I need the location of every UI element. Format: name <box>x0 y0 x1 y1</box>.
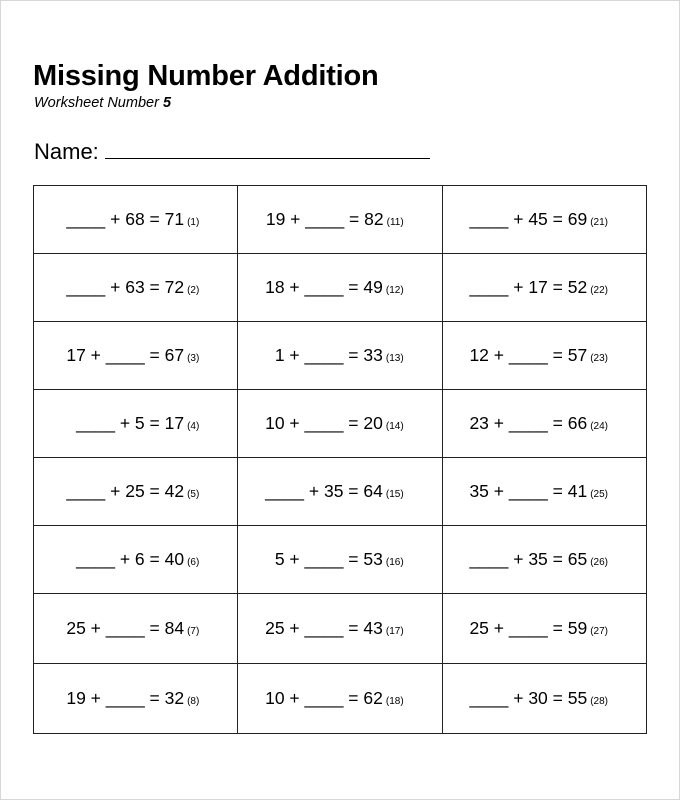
worksheet-title: Missing Number Addition <box>33 60 379 92</box>
problem-equation: ____ + 35 = 64 <box>265 481 383 501</box>
problem-number: (11) <box>386 217 404 228</box>
problem-number: (8) <box>187 696 200 707</box>
problem-cell <box>442 254 646 322</box>
problem-equation: ____ + 17 = 52 <box>469 277 588 297</box>
problem-number: (23) <box>590 353 608 364</box>
problem-cell <box>34 254 238 322</box>
problem-row <box>34 526 647 594</box>
problem-cell <box>442 594 646 664</box>
problem-number: (5) <box>187 489 200 500</box>
problem-number: (6) <box>187 557 200 568</box>
problem-number: (22) <box>590 285 608 296</box>
problem-cell <box>34 664 238 734</box>
problem-cell <box>238 186 442 254</box>
problem-cell <box>238 322 442 390</box>
problem-equation: 35 + ____ = 41 <box>469 481 588 501</box>
problem-number: (28) <box>590 696 608 707</box>
problem-cell <box>34 526 238 594</box>
problem-cell <box>442 526 646 594</box>
problem-number: (2) <box>187 285 200 296</box>
problem-equation: 17 + ____ = 67 <box>66 345 185 365</box>
name-field <box>34 138 430 165</box>
problems-table <box>33 185 647 734</box>
problem-row <box>34 186 647 254</box>
problem-equation: 10 + ____ = 20 <box>265 413 383 433</box>
problem-row <box>34 254 647 322</box>
name-blank-line[interactable] <box>105 138 430 159</box>
problem-cell <box>238 664 442 734</box>
problem-equation: ____ + 63 = 72 <box>66 277 185 297</box>
problem-row <box>34 664 647 734</box>
problem-cell <box>442 664 646 734</box>
worksheet-subtitle <box>34 95 171 111</box>
problem-equation: 19 + ____ = 32 <box>66 688 185 708</box>
problem-number: (15) <box>385 489 404 500</box>
problem-cell <box>34 186 238 254</box>
problem-cell <box>34 322 238 390</box>
problem-number: (12) <box>385 285 404 296</box>
problem-number: (26) <box>590 557 608 568</box>
problem-cell <box>238 526 442 594</box>
problem-equation: ____ + 25 = 42 <box>66 481 185 501</box>
problem-cell <box>442 186 646 254</box>
problem-cell <box>34 390 238 458</box>
problem-row <box>34 322 647 390</box>
problem-number: (1) <box>187 217 200 228</box>
problem-equation: ____ + 35 = 65 <box>469 549 588 569</box>
problem-number: (7) <box>187 626 200 637</box>
problem-number: (18) <box>385 696 404 707</box>
problem-number: (4) <box>187 421 200 432</box>
problem-equation: ____ + 6 = 40 <box>76 549 185 569</box>
problem-cell <box>34 594 238 664</box>
problem-cell <box>238 254 442 322</box>
problem-cell <box>442 322 646 390</box>
problem-number: (13) <box>385 353 404 364</box>
problem-equation: 5 + ____ = 53 <box>274 549 383 569</box>
problem-equation: ____ + 68 = 71 <box>66 209 185 229</box>
problem-equation: 12 + ____ = 57 <box>469 345 588 365</box>
problem-equation: ____ + 45 = 69 <box>469 209 588 229</box>
problem-number: (21) <box>590 217 608 228</box>
problem-equation: 10 + ____ = 62 <box>265 688 383 708</box>
problem-number: (17) <box>385 626 404 637</box>
problem-number: (25) <box>590 489 608 500</box>
problem-equation: ____ + 5 = 17 <box>76 413 185 433</box>
problem-equation: 23 + ____ = 66 <box>469 413 588 433</box>
problem-cell <box>442 390 646 458</box>
worksheet-number: 5 <box>162 95 172 111</box>
problem-number: (24) <box>590 421 608 432</box>
problem-number: (16) <box>385 557 404 568</box>
name-label: Name: <box>34 139 99 164</box>
problem-equation: 25 + ____ = 84 <box>66 618 185 638</box>
problem-cell <box>442 458 646 526</box>
subtitle-prefix: Worksheet Number <box>34 95 159 111</box>
problem-row <box>34 458 647 526</box>
problem-cell <box>34 458 238 526</box>
problem-equation: 18 + ____ = 49 <box>265 277 383 297</box>
problem-number: (3) <box>187 353 200 364</box>
problem-number: (14) <box>385 421 404 432</box>
problem-equation: 19 + ____ = 82 <box>265 209 384 229</box>
problem-number: (27) <box>590 626 608 637</box>
problem-cell <box>238 390 442 458</box>
problem-equation: ____ + 30 = 55 <box>469 688 588 708</box>
problem-equation: 1 + ____ = 33 <box>274 345 383 365</box>
problem-row <box>34 390 647 458</box>
problem-cell <box>238 458 442 526</box>
problem-equation: 25 + ____ = 43 <box>265 618 383 638</box>
problem-row <box>34 594 647 664</box>
problem-equation: 25 + ____ = 59 <box>469 618 588 638</box>
problem-cell <box>238 594 442 664</box>
